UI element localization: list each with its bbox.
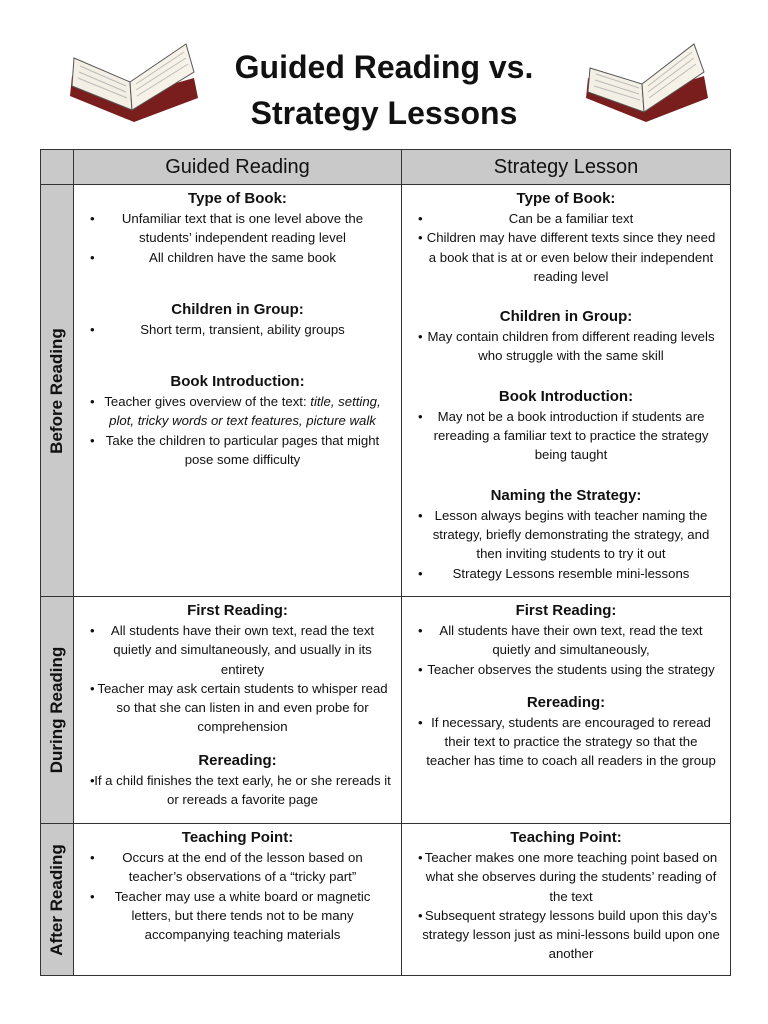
list-item: • Children may have different texts since they need a book that is at or even below their independent reading level (408, 228, 724, 286)
comparison-table (40, 149, 731, 976)
section-heading: Children in Group: (499, 308, 633, 326)
list-item: • Teacher may ask certain students to whisper read so that she can listen in and even probe for comprehension (80, 679, 395, 737)
section-heading: Book Introduction: (170, 373, 305, 391)
section-heading: First Reading: (515, 602, 617, 619)
cell-guided-during (74, 597, 402, 824)
bullet-list (408, 327, 724, 366)
row-during-reading (41, 597, 731, 824)
title-line-2: Strategy Lessons (250, 95, 518, 131)
section-heading: Rereading: (198, 751, 277, 769)
bullet-list (408, 621, 724, 679)
cell-guided-after (74, 824, 402, 976)
list-item: • All students have their own text, read the text quietly and simultaneously, and usually in its entirety (80, 621, 395, 679)
row-label-cell (41, 597, 74, 824)
list-item: • Strategy Lessons resemble mini-lessons (408, 564, 724, 583)
list-item-italic-text: title, setting, plot, tricky words or text features, picture walk (109, 394, 381, 429)
section-heading: Naming the Strategy: (490, 486, 642, 504)
cell-strategy-during (402, 597, 731, 824)
column-header-strategy: Strategy Lesson (402, 150, 731, 185)
bullet-list (80, 621, 395, 737)
section-heading: Teaching Point: (510, 829, 622, 846)
bullet-list (80, 209, 395, 267)
row-before-reading (41, 185, 731, 597)
list-item (80, 392, 395, 431)
header-row (41, 150, 731, 185)
bullet-list (80, 848, 395, 944)
list-item: • Short term, transient, ability groups (80, 320, 395, 339)
section-heading: Teaching Point: (181, 829, 294, 846)
row-label: During Reading (47, 646, 66, 774)
column-header-guided: Guided Reading (74, 150, 402, 185)
section-heading: Type of Book: (516, 190, 616, 207)
row-label: After Reading (47, 843, 66, 956)
list-item: • Teacher makes one more teaching point based on what she observes during the students’ reading of the text (408, 848, 724, 906)
bullet-list (408, 209, 724, 286)
section-heading: Book Introduction: (498, 387, 634, 405)
list-item: • All children have the same book (80, 248, 395, 267)
row-label-cell (41, 185, 74, 597)
list-item: • Teacher observes the students using the strategy (408, 660, 724, 679)
bullet-list (80, 320, 395, 339)
cell-guided-before (74, 185, 402, 597)
bullet-list (408, 713, 724, 771)
list-item: • Subsequent strategy lessons build upon this day’s strategy lesson just as mini-lessons build upon one another (408, 906, 724, 964)
bullet-list (80, 392, 395, 469)
corner-cell (41, 150, 74, 185)
section-heading: Type of Book: (188, 190, 287, 207)
bullet-list (80, 771, 395, 810)
section-heading: First Reading: (187, 602, 288, 619)
list-item-text: Teacher gives overview of the text: (104, 394, 311, 410)
list-item: • Take the children to particular pages that might pose some difficulty (80, 431, 395, 470)
title-line-1: Guided Reading vs. (234, 49, 534, 85)
list-item: • May contain children from different reading levels who struggle with the same skill (408, 327, 724, 366)
list-item: • Lesson always begins with teacher naming the strategy, briefly demonstrating the strategy, and then inviting students to try it out (408, 506, 724, 564)
bullet-list (408, 506, 724, 583)
section-heading: Rereading: (526, 693, 606, 711)
page-title (0, 44, 768, 136)
row-after-reading (41, 824, 731, 976)
list-item: • If necessary, students are encouraged to reread their text to practice the strategy so that the teacher has time to coach all readers in the group (408, 713, 724, 771)
cell-strategy-before (402, 185, 731, 597)
row-label-cell (41, 824, 74, 976)
list-item: • May not be a book introduction if students are rereading a familiar text to practice the strategy being taught (408, 407, 724, 465)
list-item: • Occurs at the end of the lesson based on teacher’s observations of a “tricky part” (80, 848, 395, 887)
cell-strategy-after (402, 824, 731, 976)
row-label: Before Reading (47, 327, 66, 454)
bullet-list (408, 407, 724, 465)
list-item: • All students have their own text, read the text quietly and simultaneously, (408, 621, 724, 660)
list-item: • If a child finishes the text early, he or she rereads it or rereads a favorite page (80, 771, 395, 810)
list-item: • Can be a familiar text (408, 209, 724, 228)
list-item: • Unfamiliar text that is one level above the students’ independent reading level (80, 209, 395, 248)
list-item: • Teacher may use a white board or magnetic letters, but there tends not to be many accompanying teaching materials (80, 887, 395, 945)
section-heading: Children in Group: (171, 300, 304, 318)
bullet-list (408, 848, 724, 964)
